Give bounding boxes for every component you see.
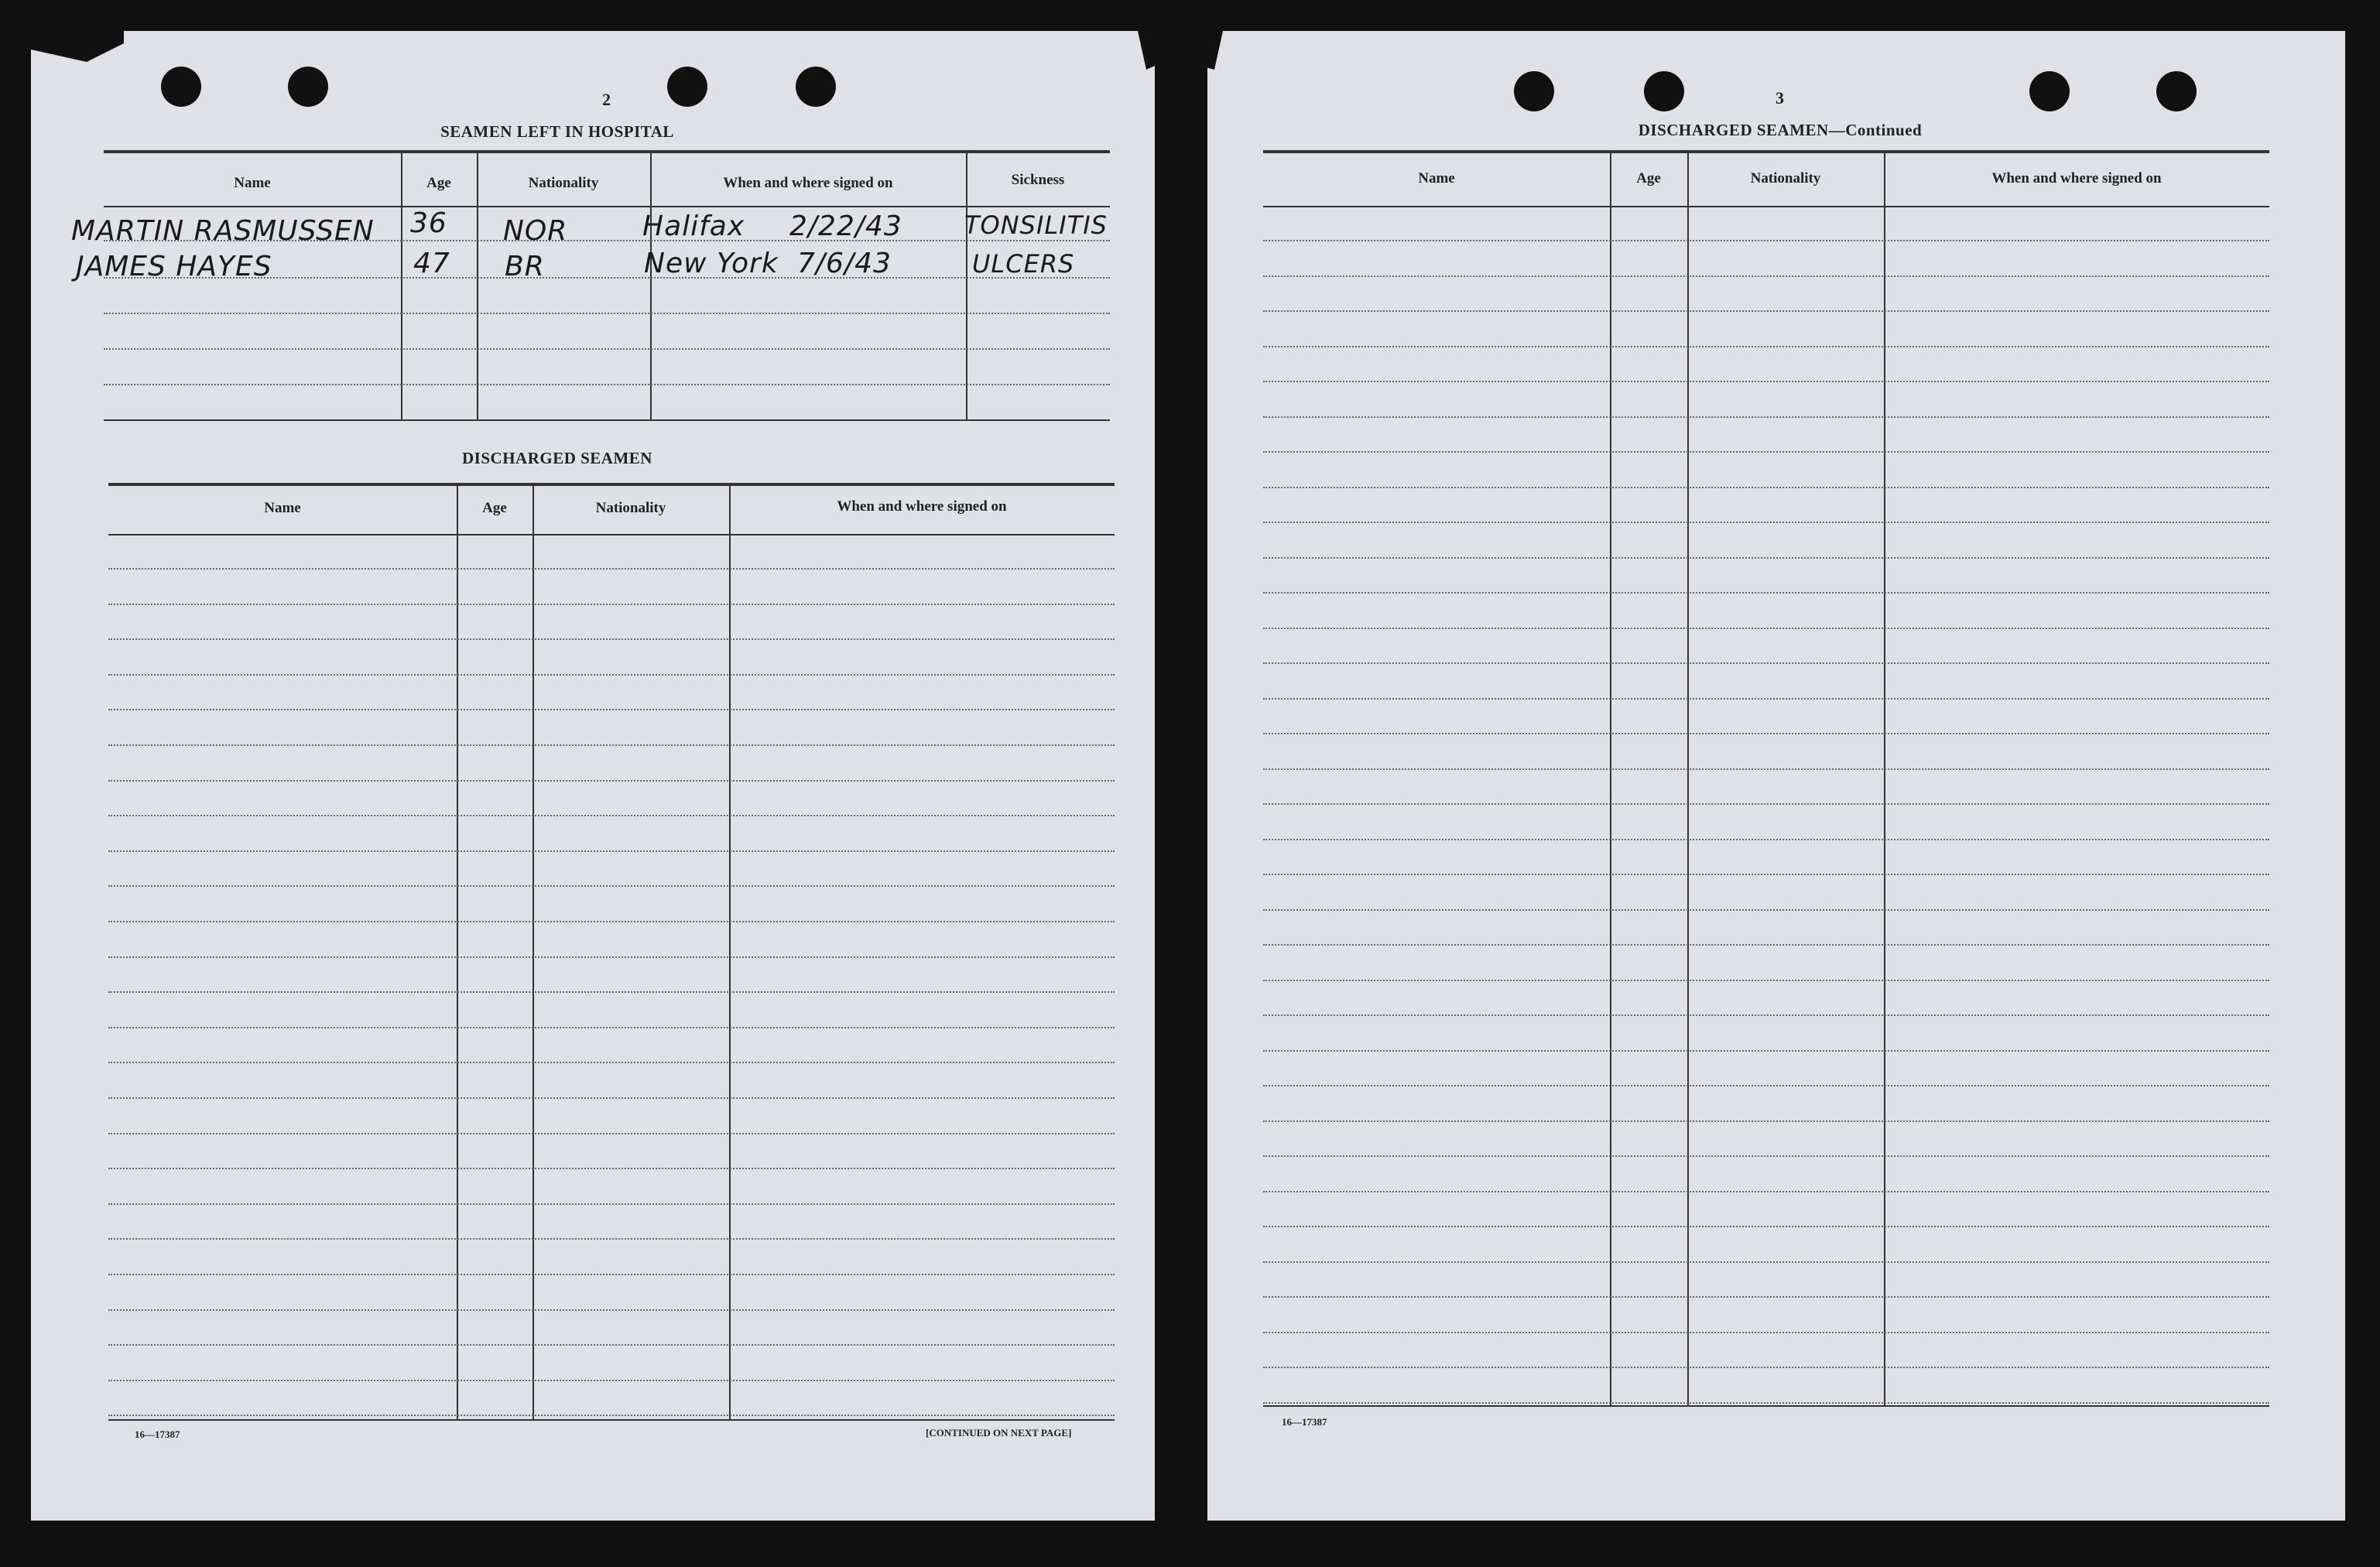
row-line [1263,310,2269,312]
row-line [108,1133,1115,1134]
row-line [108,1380,1115,1381]
row-line [1263,980,2269,981]
column-divider [457,486,458,1419]
column-divider [1884,153,1885,1405]
row-line [1263,1261,2269,1263]
col-age-header: Age [1636,170,1661,186]
page-number: 2 [602,90,611,109]
row-line [1263,1014,2269,1016]
hospital-row-1-nationality: NOR [503,215,568,247]
row-line [108,1238,1115,1240]
row-line [108,1203,1115,1205]
hospital-row-2-name: JAMES HAYES [76,251,272,282]
row-line [108,744,1115,746]
col-name-header: Name [264,500,301,516]
punch-hole [161,67,201,107]
row-line [1263,1296,2269,1298]
rule [1263,206,2269,207]
col-name-header: Name [1418,170,1455,186]
punch-hole [288,67,328,107]
punch-hole [796,67,836,107]
col-age-header: Age [482,500,507,516]
row-line [108,604,1115,605]
hospital-row-2-place: New York [644,248,779,279]
hospital-row-2-sickness: ULCERS [972,249,1075,279]
row-line [1263,1085,2269,1086]
row-line [108,921,1115,922]
punch-hole [2156,71,2197,111]
column-divider [1610,153,1611,1405]
hospital-row-2-date: 7/6/43 [797,248,892,279]
row-line [1263,1226,2269,1227]
col-signed-on-header: When and where signed on [837,498,1007,515]
hospital-section-title: SEAMEN LEFT IN HOSPITAL [440,122,674,141]
rule [108,534,1115,535]
row-line [108,674,1115,676]
col-age-header: Age [426,175,451,191]
row-line [108,1309,1115,1311]
continued-note: [CONTINUED ON NEXT PAGE] [926,1427,1072,1439]
column-divider [650,153,652,419]
row-line [1263,944,2269,946]
row-line [1263,1402,2269,1404]
hospital-row-1-age: 36 [410,207,447,239]
row-line [1263,381,2269,382]
column-divider [1687,153,1689,1405]
row-line [1263,768,2269,770]
row-line [108,780,1115,782]
row-line [108,1097,1115,1099]
row-line [104,348,1110,350]
rule [108,483,1115,486]
row-line [1263,1121,2269,1122]
row-line [108,850,1115,852]
row-line [108,885,1115,887]
rule [104,150,1110,153]
col-signed-on-header: When and where signed on [1991,170,2162,186]
punch-hole [1644,71,1684,111]
rule [108,1419,1115,1421]
row-line [108,1274,1115,1275]
row-line [1263,839,2269,840]
punch-hole [2029,71,2070,111]
hospital-row-1-name: MARTIN RASMUSSEN [71,215,375,247]
hospital-row-2-nationality: BR [505,251,545,282]
hospital-row-1-place: Halifax [642,210,745,242]
row-line [108,991,1115,993]
column-divider [477,153,478,419]
punch-hole [1514,71,1554,111]
rule [1263,150,2269,153]
right-page [1207,31,2345,1521]
col-sickness-header: Sickness [1011,172,1065,188]
col-nationality-header: Nationality [1750,170,1821,186]
row-line [104,384,1110,385]
punch-hole [667,67,707,107]
row-line [1263,451,2269,453]
row-line [1263,1332,2269,1333]
row-line [108,568,1115,570]
hospital-row-2-age: 47 [413,248,450,279]
column-divider [533,486,534,1419]
row-line [108,1344,1115,1346]
row-line [1263,592,2269,594]
row-line [108,638,1115,640]
row-line [1263,1191,2269,1192]
torn-edge [1138,31,1223,70]
row-line [1263,240,2269,241]
row-line [1263,909,2269,911]
discharged-section-title: DISCHARGED SEAMEN [462,449,652,467]
column-divider [966,153,967,419]
row-line [1263,803,2269,805]
row-line [1263,698,2269,700]
row-line [1263,662,2269,664]
row-line [108,1062,1115,1063]
rule [104,419,1110,421]
form-number: 16—17387 [1282,1416,1327,1428]
row-line [1263,275,2269,277]
row-line [108,709,1115,710]
row-line [108,815,1115,816]
row-line [104,313,1110,314]
column-divider [729,486,731,1419]
row-line [108,1415,1115,1416]
col-signed-on-header: When and where signed on [723,175,893,191]
row-line [108,1027,1115,1028]
row-line [1263,346,2269,347]
column-divider [401,153,402,419]
discharged-continued-title: DISCHARGED SEAMEN—Continued [1638,121,1923,139]
col-nationality-header: Nationality [595,500,666,516]
row-line [1263,522,2269,523]
row-line [1263,628,2269,629]
left-page [31,31,1155,1521]
rule [104,206,1110,207]
hospital-row-1-sickness: TONSILITIS [964,210,1108,240]
row-line [108,1168,1115,1169]
row-line [1263,487,2269,488]
row-line [1263,1155,2269,1157]
rule [1263,1405,2269,1407]
row-line [1263,557,2269,559]
hospital-row-1-date: 2/22/43 [789,210,902,242]
row-line [1263,416,2269,418]
row-line [1263,874,2269,875]
col-nationality-header: Nationality [528,175,599,191]
row-line [1263,1367,2269,1368]
row-line [108,956,1115,958]
form-number: 16—17387 [135,1428,180,1440]
col-name-header: Name [234,175,271,191]
row-line [1263,733,2269,734]
page-number: 3 [1776,88,1784,108]
row-line [1263,1050,2269,1052]
